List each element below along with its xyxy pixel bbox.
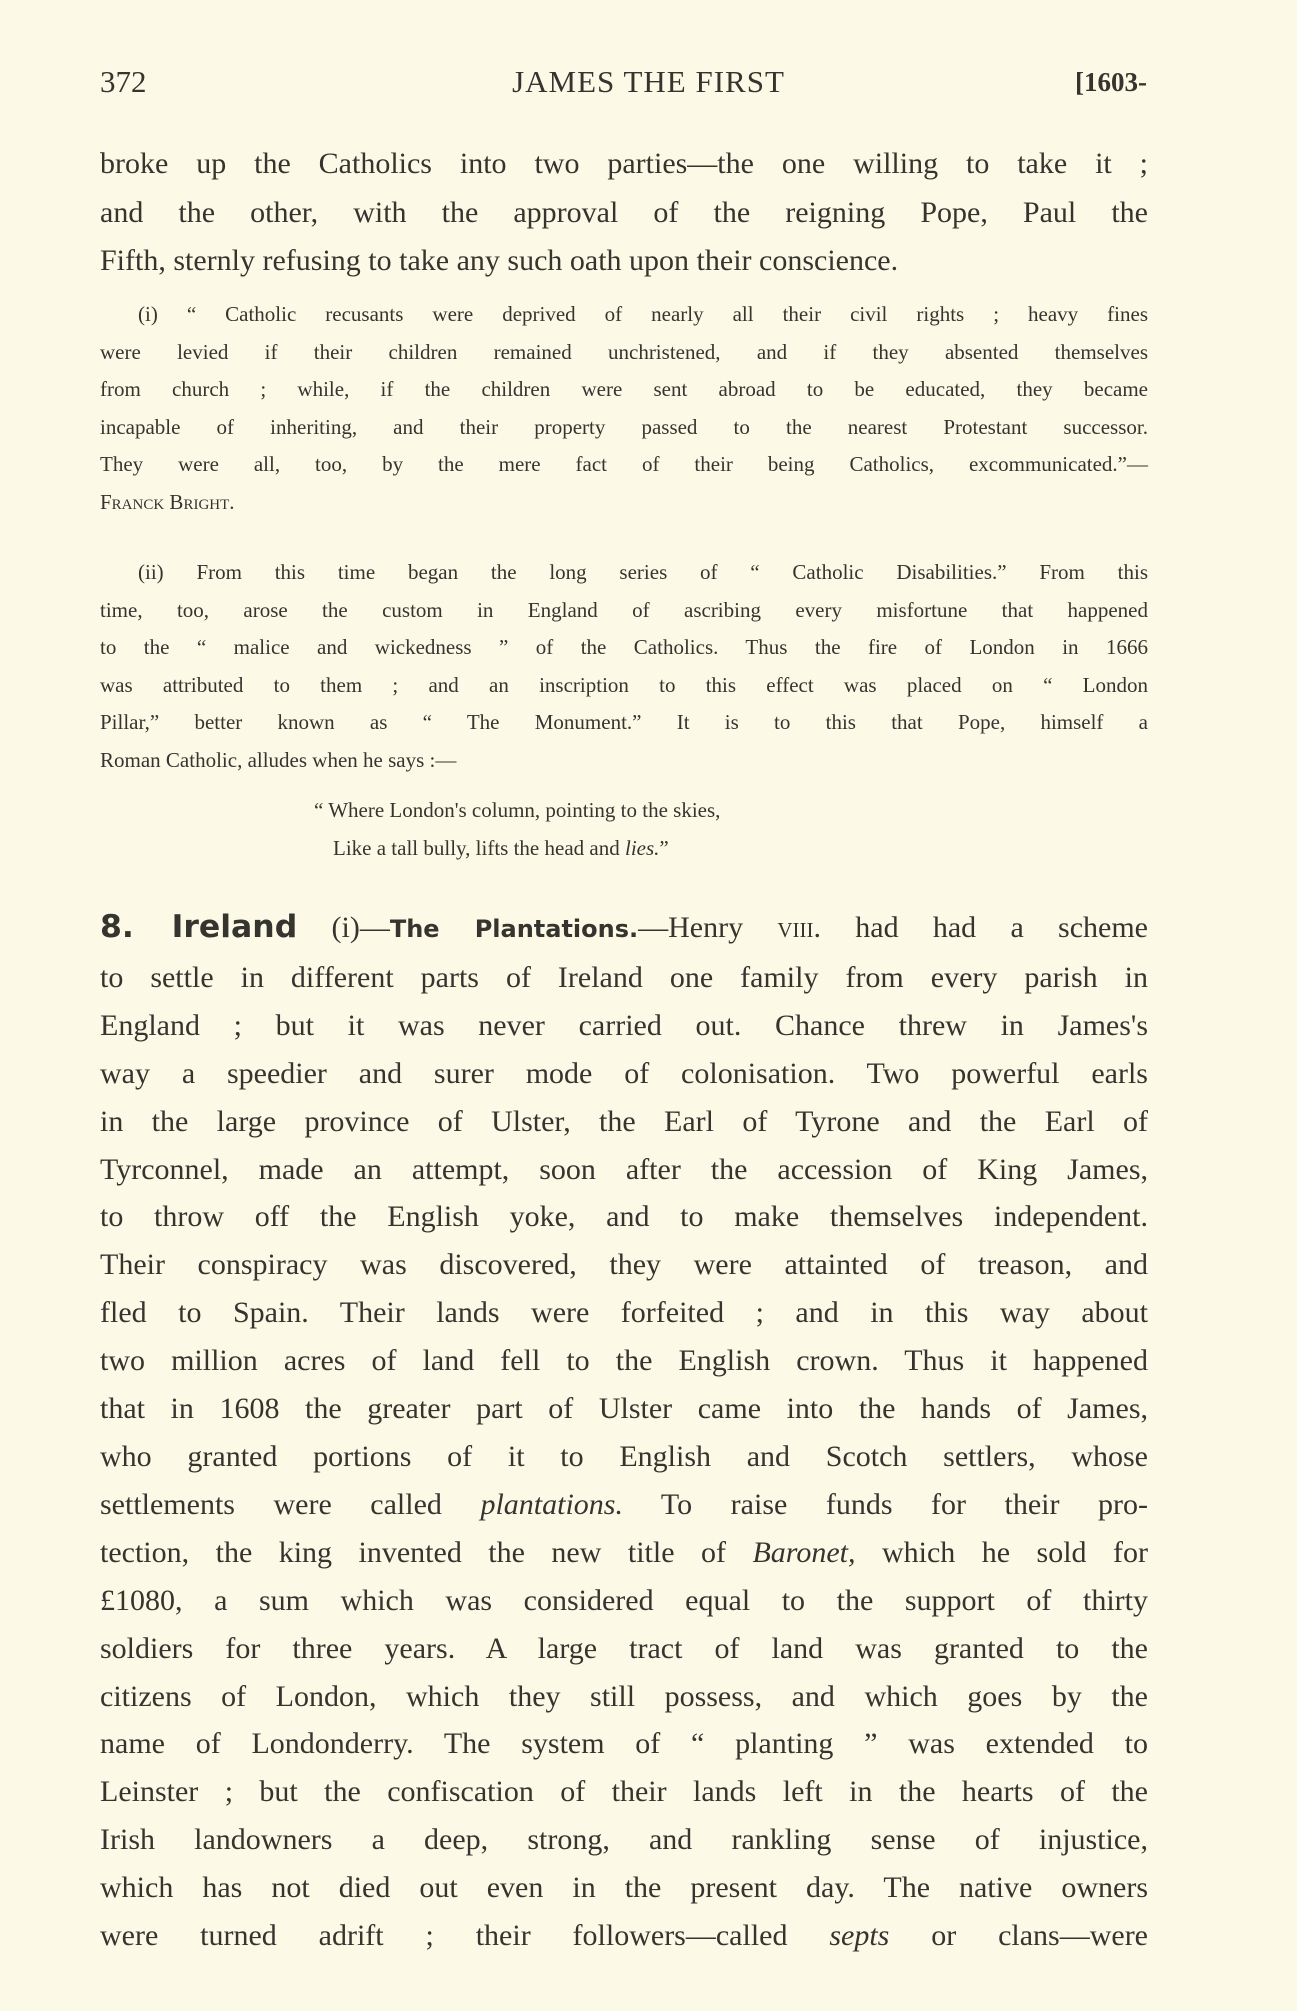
text-segment: viii. xyxy=(777,911,822,944)
text-line xyxy=(100,667,1148,705)
text-segment: who granted portions of it to English and Scotch settlers, whose xyxy=(100,1439,1148,1473)
text-segment: which has not died out even in the present day. The native owners xyxy=(100,1871,1148,1905)
text-segment: citizens of London, which they still possess, and which goes by the xyxy=(100,1679,1148,1713)
text-segment: Their conspiracy was discovered, they were attainted of treason, and xyxy=(100,1248,1148,1282)
text-segment: They were all, too, by the mere fact of their being Catholics, excommunicated.”— xyxy=(100,452,1148,477)
text-line xyxy=(100,554,1148,592)
text-segment: “ Where London's column, pointing to the skies, xyxy=(314,798,721,822)
text-line xyxy=(100,189,1148,238)
poem-quote xyxy=(314,791,720,867)
text-line xyxy=(100,1864,1148,1912)
text-line xyxy=(100,371,1148,409)
text-line xyxy=(100,1193,1148,1241)
subheading: The Plantations. xyxy=(389,915,639,943)
text-segment: were levied if their children remained unchristened, and if they absented themselves xyxy=(100,339,1148,364)
text-segment: lies. xyxy=(624,836,660,860)
text-line xyxy=(100,237,1148,286)
text-segment: plantations. xyxy=(480,1487,623,1521)
text-segment: settlements were called xyxy=(100,1487,481,1521)
text-segment: two million acres of land fell to the English crown. Thus it happened xyxy=(100,1344,1148,1378)
section-heading: 8. Ireland xyxy=(100,909,298,945)
text-segment: Franck Bright. xyxy=(100,489,235,514)
text-segment: Tyrconnel, made an attempt, soon after the accession of King James, xyxy=(100,1152,1148,1186)
text-segment: to throw off the English yoke, and to make themselves independent. xyxy=(100,1200,1148,1234)
date-range: [1603- xyxy=(1075,67,1147,97)
text-line xyxy=(100,592,1148,630)
text-line xyxy=(100,1433,1148,1481)
text-segment: that in 1608 the greater part of Ulster came into the hands of James, xyxy=(100,1392,1148,1426)
text-segment: Pillar,” better known as “ The Monument.” It is to this that Pope, himself a xyxy=(100,710,1148,735)
text-segment: time, too, arose the custom in England of ascribing every misfortune that happened xyxy=(100,597,1148,622)
text-segment: incapable of inheriting, and their property passed to the nearest Protestant successor. xyxy=(100,414,1148,439)
text-line xyxy=(100,446,1148,484)
text-line xyxy=(100,1577,1148,1625)
text-line xyxy=(314,791,720,829)
text-line xyxy=(100,140,1148,189)
text-line xyxy=(100,1337,1148,1385)
running-title: JAMES THE FIRST xyxy=(512,64,785,99)
text-segment: (i)— xyxy=(297,911,390,944)
text-line xyxy=(100,1673,1148,1721)
text-segment: name of Londonderry. The system of “ planting ” was extended to xyxy=(100,1727,1148,1761)
text-segment: and the other, with the approval of the reigning Pope, Paul the xyxy=(100,195,1148,229)
text-line xyxy=(100,629,1148,667)
text-segment: to the “ malice and wickedness ” of the Catholics. Thus the fire of London in 1666 xyxy=(100,635,1148,660)
text-segment: (i) “ Catholic recusants were deprived of nearly all their civil rights ; heavy fines xyxy=(138,302,1148,326)
text-line xyxy=(100,1768,1148,1816)
footnote-ii xyxy=(100,554,1148,780)
text-segment: £1080, a sum which was considered equal to the support of thirty xyxy=(100,1583,1148,1617)
text-line xyxy=(100,1146,1148,1194)
footnote-i xyxy=(100,296,1148,522)
text-segment: septs xyxy=(829,1919,890,1953)
text-line xyxy=(100,1912,1148,1960)
text-segment: in the large province of Ulster, the Earl of Tyrone and the Earl of xyxy=(100,1104,1148,1138)
paragraph-continued xyxy=(100,140,1148,286)
text-segment: broke up the Catholics into two parties—the one willing to take it ; xyxy=(100,147,1148,180)
text-line xyxy=(100,1481,1148,1529)
text-line xyxy=(100,334,1148,372)
text-segment: from church ; while, if the children were sent abroad to be educated, they became xyxy=(100,377,1148,402)
text-line xyxy=(100,1289,1148,1337)
text-segment: To raise funds for their pro- xyxy=(622,1487,1148,1521)
text-line xyxy=(100,742,1148,780)
text-line xyxy=(314,829,720,867)
text-line xyxy=(100,484,1148,522)
text-segment: fled to Spain. Their lands were forfeited ; and in this way about xyxy=(100,1296,1148,1330)
text-segment: England ; but it was never carried out. Chance threw in James's xyxy=(100,1008,1148,1042)
section-8-ireland xyxy=(100,904,1148,1960)
page-number: 372 xyxy=(100,64,147,99)
text-line xyxy=(100,904,1148,954)
text-line xyxy=(100,1050,1148,1098)
text-segment: Leinster ; but the confiscation of their lands left in the hearts of the xyxy=(100,1775,1148,1809)
text-line xyxy=(100,1385,1148,1433)
text-line xyxy=(100,1625,1148,1673)
text-segment: tection, the king invented the new title of xyxy=(100,1535,753,1569)
text-line xyxy=(100,954,1148,1002)
text-segment: or clans—were xyxy=(889,1919,1148,1953)
text-segment: Irish landowners a deep, strong, and rankling sense of injustice, xyxy=(100,1823,1148,1857)
text-segment: Like a tall bully, lifts the head and xyxy=(333,836,625,860)
text-line xyxy=(100,704,1148,742)
text-line xyxy=(100,409,1148,447)
text-line xyxy=(100,1241,1148,1289)
text-segment: way a speedier and surer mode of colonisation. Two powerful earls xyxy=(100,1056,1148,1090)
text-line xyxy=(100,1002,1148,1050)
text-line xyxy=(100,1720,1148,1768)
text-line xyxy=(100,296,1148,334)
text-line xyxy=(100,1816,1148,1864)
text-segment: ” xyxy=(659,836,669,860)
text-segment: which he sold for xyxy=(855,1535,1148,1569)
text-segment: was attributed to them ; and an inscription to this effect was placed on “ London xyxy=(100,672,1148,697)
text-segment: —Henry xyxy=(638,911,778,944)
text-segment: soldiers for three years. A large tract of land was granted to the xyxy=(100,1631,1148,1665)
text-segment: were turned adrift ; their followers—called xyxy=(100,1919,830,1953)
text-segment: Roman Catholic, alludes when he says :— xyxy=(100,747,457,772)
text-segment: (ii) From this time began the long series of “ Catholic Disabilities.” From this xyxy=(138,560,1148,584)
text-segment: to settle in different parts of Ireland one family from every parish in xyxy=(100,960,1148,994)
text-line xyxy=(100,1098,1148,1146)
text-segment: had had a scheme xyxy=(821,911,1148,944)
text-segment: Baronet, xyxy=(752,1535,856,1569)
text-line xyxy=(100,1529,1148,1577)
text-segment: Fifth, sternly refusing to take any such oath upon their conscience. xyxy=(100,244,899,277)
